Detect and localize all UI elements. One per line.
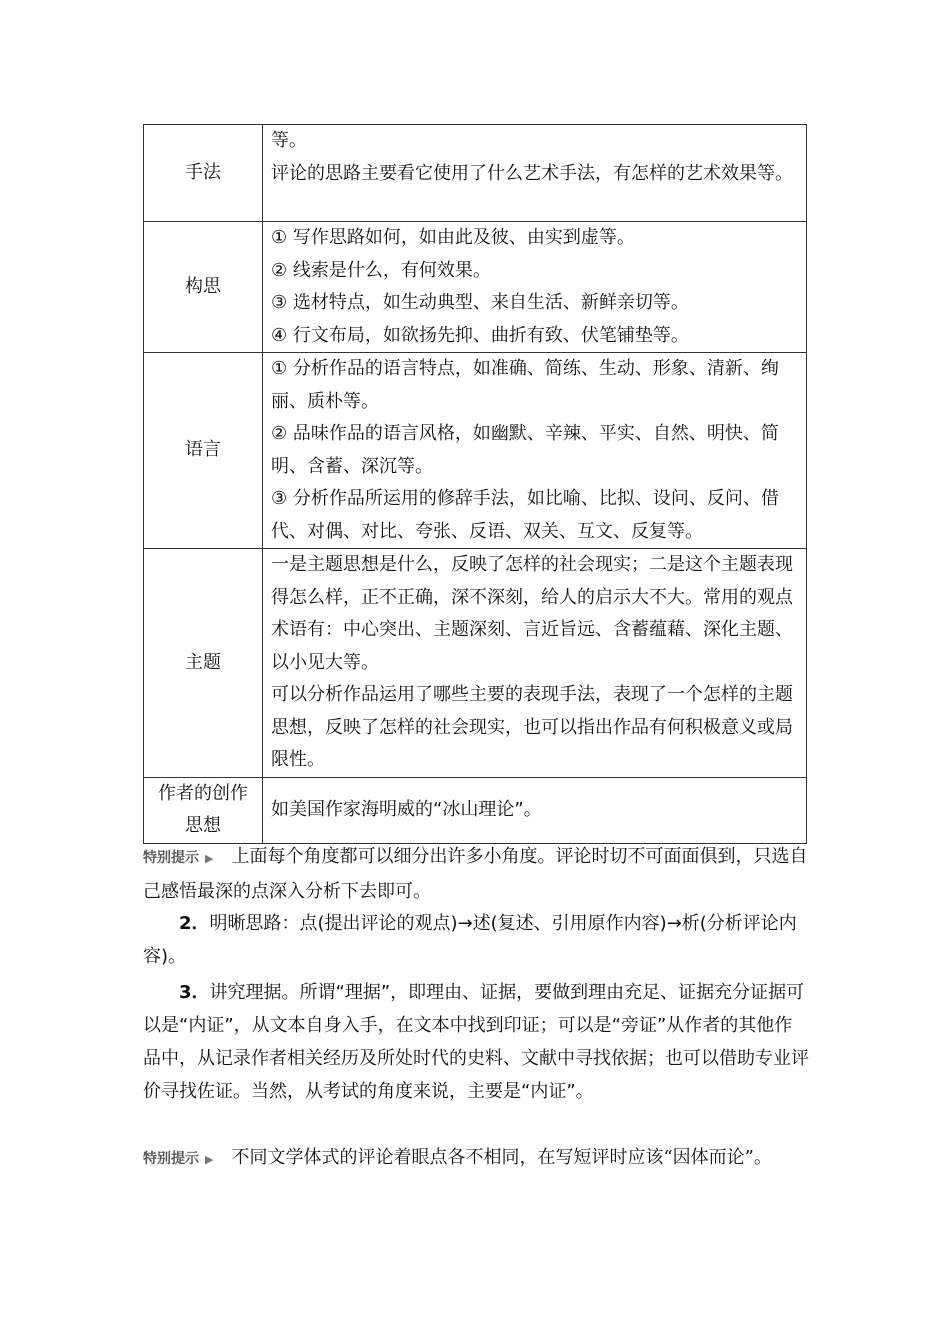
content-line: ① 分析作品的语言特点，如准确、简练、生动、形象、清新、绚丽、质朴等。 <box>271 358 779 412</box>
table-row <box>144 777 807 843</box>
table-row <box>144 222 807 353</box>
content-line: 等。 <box>271 130 307 151</box>
row-label: 构思 <box>144 222 263 353</box>
play-arrow-icon: ▶ <box>205 1153 214 1166</box>
row-content <box>263 125 807 222</box>
paragraph-3 <box>143 976 810 1108</box>
content-line: ③ 分析作品所运用的修辞手法，如比喻、比拟、设问、反问、借代、对偶、对比、夸张、反语、双关、互文、反复等。 <box>271 488 779 542</box>
row-content <box>263 353 807 549</box>
row-label: 作者的创作思想 <box>144 777 263 843</box>
paragraph-text: 明晰思路：点(提出评论的观点)→述(复述、引用原作内容)→析(分析评论内容)。 <box>143 913 797 967</box>
paragraph-number: 2． <box>179 913 210 934</box>
row-content <box>263 549 807 778</box>
table-row <box>144 549 807 778</box>
tip-badge: 特别提示 <box>143 850 199 866</box>
table-row <box>144 353 807 549</box>
row-label: 手法 <box>144 125 263 222</box>
row-content <box>263 222 807 353</box>
paragraph-2 <box>143 907 810 973</box>
tip-1 <box>143 840 810 908</box>
criteria-table <box>143 124 807 844</box>
tip-badge: 特别提示 <box>143 1151 199 1167</box>
row-content <box>263 777 807 843</box>
row-label: 主题 <box>144 549 263 778</box>
content-line: 如美国作家海明威的“冰山理论”。 <box>271 798 542 820</box>
content-line: ④ 行文布局，如欲扬先抑、曲折有致、伏笔铺垫等。 <box>271 324 689 346</box>
content-line: ③ 选材特点，如生动典型、来自生活、新鲜亲切等。 <box>271 292 689 313</box>
play-arrow-icon: ▶ <box>205 852 214 865</box>
content-line: ① 写作思路如何，如由此及彼、由实到虚等。 <box>271 227 635 248</box>
tip-text: 上面每个角度都可以细分出许多小角度。评论时切不可面面俱到，只选自己感悟最深的点深入分析下去即可。 <box>143 846 808 902</box>
tip-text: 不同文学体式的评论着眼点各不相同，在写短评时应该“因体而论”。 <box>231 1147 772 1168</box>
row-label: 语言 <box>144 353 263 549</box>
table-row <box>144 125 807 222</box>
content-line: ② 线索是什么，有何效果。 <box>271 259 491 281</box>
paragraph-text: 讲究理据。所谓“理据”，即理由、证据，要做到理由充足、证据充分证据可以是“内证”，从文本自身入手，在文本中找到印证；可以是“旁证”从作者的其他作品中，从记录作者相关经历及所处时代的史料、文献中寻找依据；也可以借助专业评价寻找佐证。当然，从考试的角度来说，主要是“内证”。 <box>143 982 809 1102</box>
content-line: 一是主题思想是什么，反映了怎样的社会现实；二是这个主题表现得怎么样，正不正确，深不深刻，给人的启示大不大。常用的观点术语有：中心突出、主题深刻、言近旨远、含蓄蕴藉、深化主题、以小见大等。 <box>271 554 793 673</box>
content-line: 评论的思路主要看它使用了什么艺术手法，有怎样的艺术效果等。 <box>271 162 793 184</box>
tip-2 <box>143 1141 783 1176</box>
content-line: 可以分析作品运用了哪些主要的表现手法，表现了一个怎样的主题思想，反映了怎样的社会现实，也可以指出作品有何积极意义或局限性。 <box>271 684 793 770</box>
paragraph-number: 3． <box>179 982 210 1003</box>
content-line: ② 品味作品的语言风格，如幽默、辛辣、平实、自然、明快、简明、含蓄、深沉等。 <box>271 423 779 477</box>
